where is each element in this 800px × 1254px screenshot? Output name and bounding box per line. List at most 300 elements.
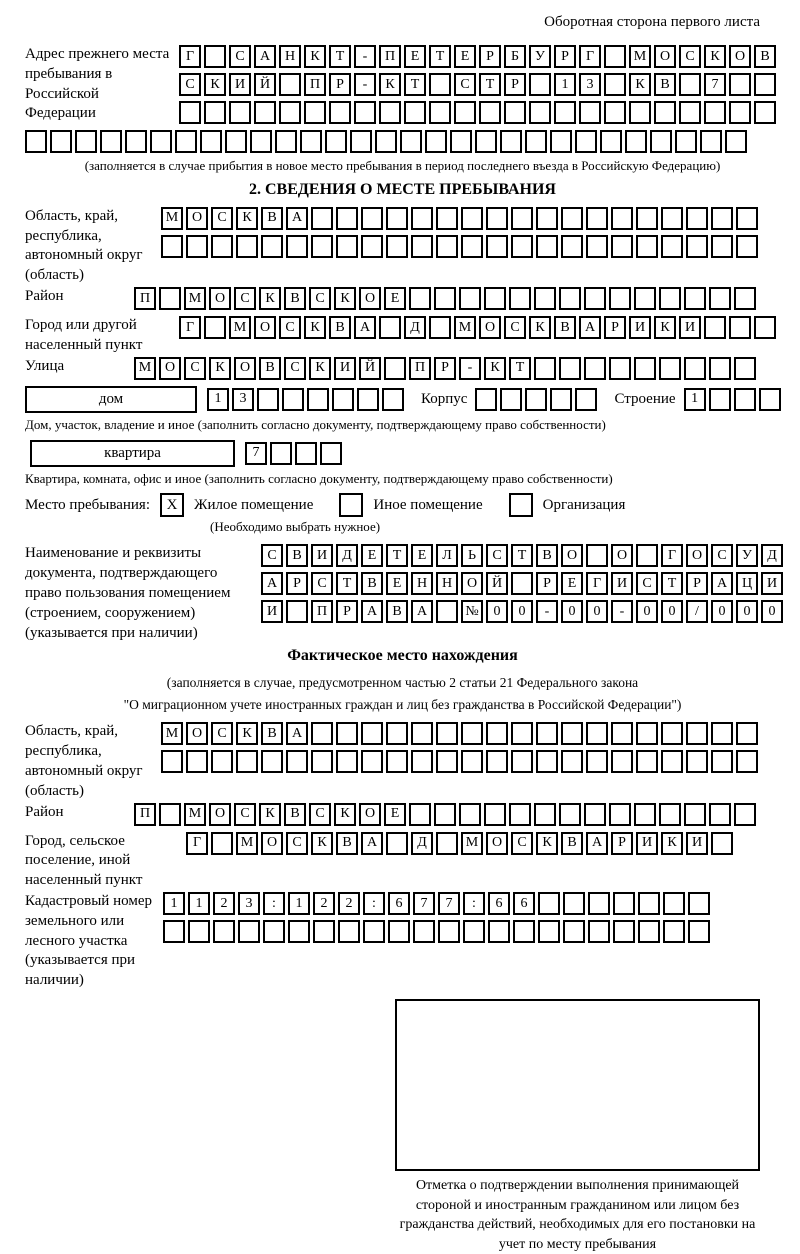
char-box[interactable] (663, 892, 685, 915)
char-box[interactable] (754, 73, 776, 96)
char-box[interactable] (734, 287, 756, 310)
char-box[interactable] (588, 892, 610, 915)
char-box[interactable] (150, 130, 172, 153)
char-box[interactable]: В (286, 544, 308, 567)
char-box[interactable]: В (284, 287, 306, 310)
char-box[interactable] (661, 722, 683, 745)
char-box[interactable] (429, 101, 451, 124)
char-box[interactable] (336, 207, 358, 230)
char-box[interactable] (263, 920, 285, 943)
char-box[interactable]: 2 (313, 892, 335, 915)
char-box[interactable] (729, 73, 751, 96)
char-box[interactable]: В (536, 544, 558, 567)
char-box[interactable] (629, 101, 651, 124)
char-box[interactable]: К (259, 287, 281, 310)
char-box[interactable] (311, 750, 333, 773)
char-box[interactable] (759, 388, 781, 411)
char-box[interactable] (513, 920, 535, 943)
char-box[interactable]: О (359, 803, 381, 826)
char-box[interactable] (175, 130, 197, 153)
char-box[interactable] (382, 388, 404, 411)
char-box[interactable] (609, 803, 631, 826)
char-box[interactable] (686, 207, 708, 230)
char-box[interactable]: К (529, 316, 551, 339)
char-box[interactable]: С (211, 722, 233, 745)
char-box[interactable] (211, 750, 233, 773)
char-box[interactable]: В (561, 832, 583, 855)
char-box[interactable] (611, 750, 633, 773)
char-box[interactable]: Ь (461, 544, 483, 567)
char-box[interactable]: П (379, 45, 401, 68)
char-box[interactable]: 1 (288, 892, 310, 915)
char-box[interactable] (584, 287, 606, 310)
checkbox-other-premises[interactable] (339, 493, 363, 517)
char-box[interactable] (436, 207, 458, 230)
char-box[interactable]: - (611, 600, 633, 623)
char-box[interactable] (625, 130, 647, 153)
char-box[interactable]: О (654, 45, 676, 68)
char-box[interactable]: 7 (704, 73, 726, 96)
char-box[interactable]: С (179, 73, 201, 96)
char-box[interactable] (313, 920, 335, 943)
char-box[interactable] (663, 920, 685, 943)
char-box[interactable] (734, 803, 756, 826)
char-box[interactable] (400, 130, 422, 153)
char-box[interactable]: Н (279, 45, 301, 68)
char-box[interactable] (225, 130, 247, 153)
char-box[interactable] (684, 803, 706, 826)
char-box[interactable] (511, 750, 533, 773)
char-box[interactable]: А (586, 832, 608, 855)
char-box[interactable] (486, 750, 508, 773)
char-box[interactable] (486, 722, 508, 745)
char-box[interactable]: И (686, 832, 708, 855)
checkbox-residential[interactable]: X (160, 493, 184, 517)
char-box[interactable]: Е (361, 544, 383, 567)
char-box[interactable] (336, 722, 358, 745)
char-box[interactable] (661, 207, 683, 230)
char-box[interactable]: О (186, 722, 208, 745)
char-box[interactable] (679, 73, 701, 96)
char-box[interactable]: В (361, 572, 383, 595)
char-box[interactable] (125, 130, 147, 153)
char-box[interactable] (204, 316, 226, 339)
char-box[interactable]: 1 (684, 388, 706, 411)
char-box[interactable] (161, 750, 183, 773)
char-box[interactable] (461, 207, 483, 230)
char-box[interactable] (386, 207, 408, 230)
char-box[interactable]: П (134, 803, 156, 826)
char-box[interactable] (711, 750, 733, 773)
char-box[interactable]: М (461, 832, 483, 855)
char-box[interactable] (500, 130, 522, 153)
char-box[interactable] (459, 287, 481, 310)
char-box[interactable]: : (363, 892, 385, 915)
char-box[interactable]: В (261, 207, 283, 230)
char-box[interactable] (709, 357, 731, 380)
char-box[interactable]: К (311, 832, 333, 855)
char-box[interactable]: Р (536, 572, 558, 595)
char-box[interactable]: 1 (188, 892, 210, 915)
char-box[interactable] (711, 207, 733, 230)
char-box[interactable]: Й (254, 73, 276, 96)
char-box[interactable] (311, 722, 333, 745)
char-box[interactable]: А (361, 832, 383, 855)
char-box[interactable] (561, 235, 583, 258)
char-box[interactable] (609, 357, 631, 380)
char-box[interactable]: Е (386, 572, 408, 595)
char-box[interactable] (736, 750, 758, 773)
char-box[interactable] (711, 832, 733, 855)
char-box[interactable] (411, 235, 433, 258)
char-box[interactable]: С (454, 73, 476, 96)
char-box[interactable] (261, 750, 283, 773)
char-box[interactable] (636, 544, 658, 567)
char-box[interactable] (186, 235, 208, 258)
char-box[interactable]: С (511, 832, 533, 855)
char-box[interactable]: В (329, 316, 351, 339)
char-box[interactable] (307, 388, 329, 411)
char-box[interactable] (586, 750, 608, 773)
char-box[interactable] (436, 235, 458, 258)
char-box[interactable] (179, 101, 201, 124)
char-box[interactable]: Т (429, 45, 451, 68)
char-box[interactable] (186, 750, 208, 773)
char-box[interactable]: К (661, 832, 683, 855)
char-box[interactable] (600, 130, 622, 153)
char-box[interactable]: 6 (513, 892, 535, 915)
char-box[interactable] (536, 235, 558, 258)
char-box[interactable] (563, 892, 585, 915)
char-box[interactable]: Р (611, 832, 633, 855)
char-box[interactable] (200, 130, 222, 153)
char-box[interactable] (654, 101, 676, 124)
char-box[interactable] (511, 572, 533, 595)
char-box[interactable]: Е (384, 803, 406, 826)
char-box[interactable] (659, 357, 681, 380)
char-box[interactable]: К (379, 73, 401, 96)
char-box[interactable] (586, 722, 608, 745)
char-box[interactable] (270, 442, 292, 465)
char-box[interactable] (475, 130, 497, 153)
char-box[interactable] (511, 207, 533, 230)
char-box[interactable] (688, 920, 710, 943)
char-box[interactable] (204, 101, 226, 124)
char-box[interactable]: Й (486, 572, 508, 595)
char-box[interactable]: С (279, 316, 301, 339)
char-box[interactable] (211, 235, 233, 258)
char-box[interactable]: 0 (511, 600, 533, 623)
char-box[interactable]: Б (504, 45, 526, 68)
char-box[interactable]: И (636, 832, 658, 855)
char-box[interactable] (354, 101, 376, 124)
char-box[interactable]: О (479, 316, 501, 339)
char-box[interactable] (559, 357, 581, 380)
char-box[interactable]: К (304, 316, 326, 339)
char-box[interactable] (384, 357, 406, 380)
char-box[interactable] (611, 207, 633, 230)
char-box[interactable] (386, 722, 408, 745)
char-box[interactable] (709, 388, 731, 411)
char-box[interactable] (488, 920, 510, 943)
char-box[interactable] (295, 442, 317, 465)
char-box[interactable] (261, 235, 283, 258)
char-box[interactable] (604, 101, 626, 124)
char-box[interactable] (725, 130, 747, 153)
char-box[interactable]: П (311, 600, 333, 623)
char-box[interactable]: Т (511, 544, 533, 567)
char-box[interactable]: Г (586, 572, 608, 595)
char-box[interactable] (411, 750, 433, 773)
char-box[interactable]: 3 (238, 892, 260, 915)
char-box[interactable] (357, 388, 379, 411)
char-box[interactable]: И (311, 544, 333, 567)
char-box[interactable]: К (209, 357, 231, 380)
char-box[interactable]: / (686, 600, 708, 623)
char-box[interactable] (475, 388, 497, 411)
char-box[interactable]: А (261, 572, 283, 595)
char-box[interactable]: П (134, 287, 156, 310)
char-box[interactable]: О (186, 207, 208, 230)
char-box[interactable]: 3 (232, 388, 254, 411)
char-box[interactable] (711, 722, 733, 745)
char-box[interactable] (634, 803, 656, 826)
char-box[interactable]: 0 (486, 600, 508, 623)
char-box[interactable] (404, 101, 426, 124)
char-box[interactable] (511, 722, 533, 745)
char-box[interactable]: 3 (579, 73, 601, 96)
char-box[interactable] (575, 130, 597, 153)
char-box[interactable]: О (729, 45, 751, 68)
char-box[interactable] (550, 388, 572, 411)
char-box[interactable] (338, 920, 360, 943)
char-box[interactable] (686, 235, 708, 258)
char-box[interactable] (332, 388, 354, 411)
char-box[interactable]: У (736, 544, 758, 567)
char-box[interactable]: 7 (413, 892, 435, 915)
char-box[interactable] (736, 207, 758, 230)
char-box[interactable] (611, 722, 633, 745)
char-box[interactable] (288, 920, 310, 943)
char-box[interactable] (561, 722, 583, 745)
char-box[interactable] (229, 101, 251, 124)
char-box[interactable]: Е (411, 544, 433, 567)
char-box[interactable] (211, 832, 233, 855)
char-box[interactable] (709, 287, 731, 310)
char-box[interactable]: 7 (245, 442, 267, 465)
char-box[interactable] (686, 722, 708, 745)
char-box[interactable] (429, 73, 451, 96)
char-box[interactable] (659, 803, 681, 826)
char-box[interactable]: И (629, 316, 651, 339)
char-box[interactable] (736, 722, 758, 745)
char-box[interactable] (159, 287, 181, 310)
char-box[interactable]: И (679, 316, 701, 339)
char-box[interactable]: Е (561, 572, 583, 595)
char-box[interactable] (363, 920, 385, 943)
char-box[interactable]: Г (179, 45, 201, 68)
char-box[interactable] (711, 235, 733, 258)
char-box[interactable]: - (354, 45, 376, 68)
char-box[interactable] (538, 920, 560, 943)
char-box[interactable] (704, 316, 726, 339)
char-box[interactable] (459, 803, 481, 826)
char-box[interactable]: : (263, 892, 285, 915)
char-box[interactable]: О (209, 287, 231, 310)
char-box[interactable] (50, 130, 72, 153)
char-box[interactable] (563, 920, 585, 943)
char-box[interactable] (613, 920, 635, 943)
char-box[interactable]: Т (336, 572, 358, 595)
char-box[interactable]: М (134, 357, 156, 380)
char-box[interactable] (311, 207, 333, 230)
char-box[interactable]: В (284, 803, 306, 826)
char-box[interactable]: Р (286, 572, 308, 595)
char-box[interactable]: К (654, 316, 676, 339)
char-box[interactable] (675, 130, 697, 153)
char-box[interactable] (754, 316, 776, 339)
char-box[interactable] (336, 235, 358, 258)
char-box[interactable] (525, 130, 547, 153)
char-box[interactable] (534, 357, 556, 380)
char-box[interactable] (409, 287, 431, 310)
char-box[interactable] (613, 892, 635, 915)
char-box[interactable] (511, 235, 533, 258)
char-box[interactable]: А (579, 316, 601, 339)
char-box[interactable]: № (461, 600, 483, 623)
char-box[interactable]: А (254, 45, 276, 68)
char-box[interactable]: Р (479, 45, 501, 68)
char-box[interactable]: С (234, 287, 256, 310)
char-box[interactable] (361, 722, 383, 745)
char-box[interactable]: О (561, 544, 583, 567)
char-box[interactable] (336, 750, 358, 773)
char-box[interactable] (279, 101, 301, 124)
char-box[interactable] (75, 130, 97, 153)
char-box[interactable]: С (234, 803, 256, 826)
char-box[interactable]: В (336, 832, 358, 855)
char-box[interactable] (484, 287, 506, 310)
char-box[interactable] (525, 388, 547, 411)
char-box[interactable]: У (529, 45, 551, 68)
char-box[interactable]: Е (404, 45, 426, 68)
char-box[interactable] (350, 130, 372, 153)
char-box[interactable]: М (184, 287, 206, 310)
char-box[interactable]: - (459, 357, 481, 380)
char-box[interactable] (504, 101, 526, 124)
char-box[interactable] (559, 287, 581, 310)
char-box[interactable]: Р (504, 73, 526, 96)
char-box[interactable]: М (184, 803, 206, 826)
char-box[interactable]: Г (179, 316, 201, 339)
char-box[interactable]: Р (554, 45, 576, 68)
char-box[interactable] (279, 73, 301, 96)
char-box[interactable] (729, 316, 751, 339)
char-box[interactable]: С (504, 316, 526, 339)
char-box[interactable]: К (629, 73, 651, 96)
char-box[interactable] (659, 287, 681, 310)
char-box[interactable] (536, 750, 558, 773)
char-box[interactable] (438, 920, 460, 943)
char-box[interactable]: С (679, 45, 701, 68)
char-box[interactable] (429, 316, 451, 339)
char-box[interactable]: Д (336, 544, 358, 567)
char-box[interactable]: С (636, 572, 658, 595)
char-box[interactable] (413, 920, 435, 943)
char-box[interactable]: К (309, 357, 331, 380)
char-box[interactable] (538, 892, 560, 915)
char-box[interactable]: М (236, 832, 258, 855)
char-box[interactable]: К (334, 803, 356, 826)
char-box[interactable] (579, 101, 601, 124)
char-box[interactable] (736, 235, 758, 258)
char-box[interactable]: М (454, 316, 476, 339)
char-box[interactable] (286, 750, 308, 773)
char-box[interactable]: Г (661, 544, 683, 567)
char-box[interactable]: С (229, 45, 251, 68)
char-box[interactable]: Н (436, 572, 458, 595)
char-box[interactable] (536, 207, 558, 230)
char-box[interactable]: - (354, 73, 376, 96)
char-box[interactable] (159, 803, 181, 826)
char-box[interactable]: 1 (163, 892, 185, 915)
char-box[interactable] (409, 803, 431, 826)
char-box[interactable]: Д (404, 316, 426, 339)
char-box[interactable]: О (159, 357, 181, 380)
char-box[interactable]: 2 (338, 892, 360, 915)
char-box[interactable] (686, 750, 708, 773)
char-box[interactable]: 0 (761, 600, 783, 623)
char-box[interactable]: Т (661, 572, 683, 595)
char-box[interactable] (329, 101, 351, 124)
char-box[interactable] (311, 235, 333, 258)
char-box[interactable] (379, 316, 401, 339)
char-box[interactable] (636, 750, 658, 773)
char-box[interactable] (554, 101, 576, 124)
char-box[interactable]: 0 (636, 600, 658, 623)
char-box[interactable] (684, 287, 706, 310)
char-box[interactable]: С (309, 287, 331, 310)
char-box[interactable]: К (259, 803, 281, 826)
char-box[interactable] (257, 388, 279, 411)
char-box[interactable] (729, 101, 751, 124)
char-box[interactable]: Е (454, 45, 476, 68)
char-box[interactable]: В (654, 73, 676, 96)
char-box[interactable]: О (359, 287, 381, 310)
char-box[interactable]: О (461, 572, 483, 595)
char-box[interactable]: М (629, 45, 651, 68)
char-box[interactable]: Л (436, 544, 458, 567)
char-box[interactable] (236, 750, 258, 773)
char-box[interactable] (486, 235, 508, 258)
char-box[interactable]: В (261, 722, 283, 745)
char-box[interactable]: П (304, 73, 326, 96)
char-box[interactable] (320, 442, 342, 465)
char-box[interactable]: К (334, 287, 356, 310)
char-box[interactable]: Т (404, 73, 426, 96)
char-box[interactable] (411, 722, 433, 745)
char-box[interactable] (661, 235, 683, 258)
char-box[interactable]: А (361, 600, 383, 623)
char-box[interactable]: В (386, 600, 408, 623)
char-box[interactable]: В (259, 357, 281, 380)
char-box[interactable] (411, 207, 433, 230)
char-box[interactable]: Р (434, 357, 456, 380)
char-box[interactable]: О (209, 803, 231, 826)
char-box[interactable] (709, 803, 731, 826)
char-box[interactable] (634, 287, 656, 310)
char-box[interactable] (734, 357, 756, 380)
